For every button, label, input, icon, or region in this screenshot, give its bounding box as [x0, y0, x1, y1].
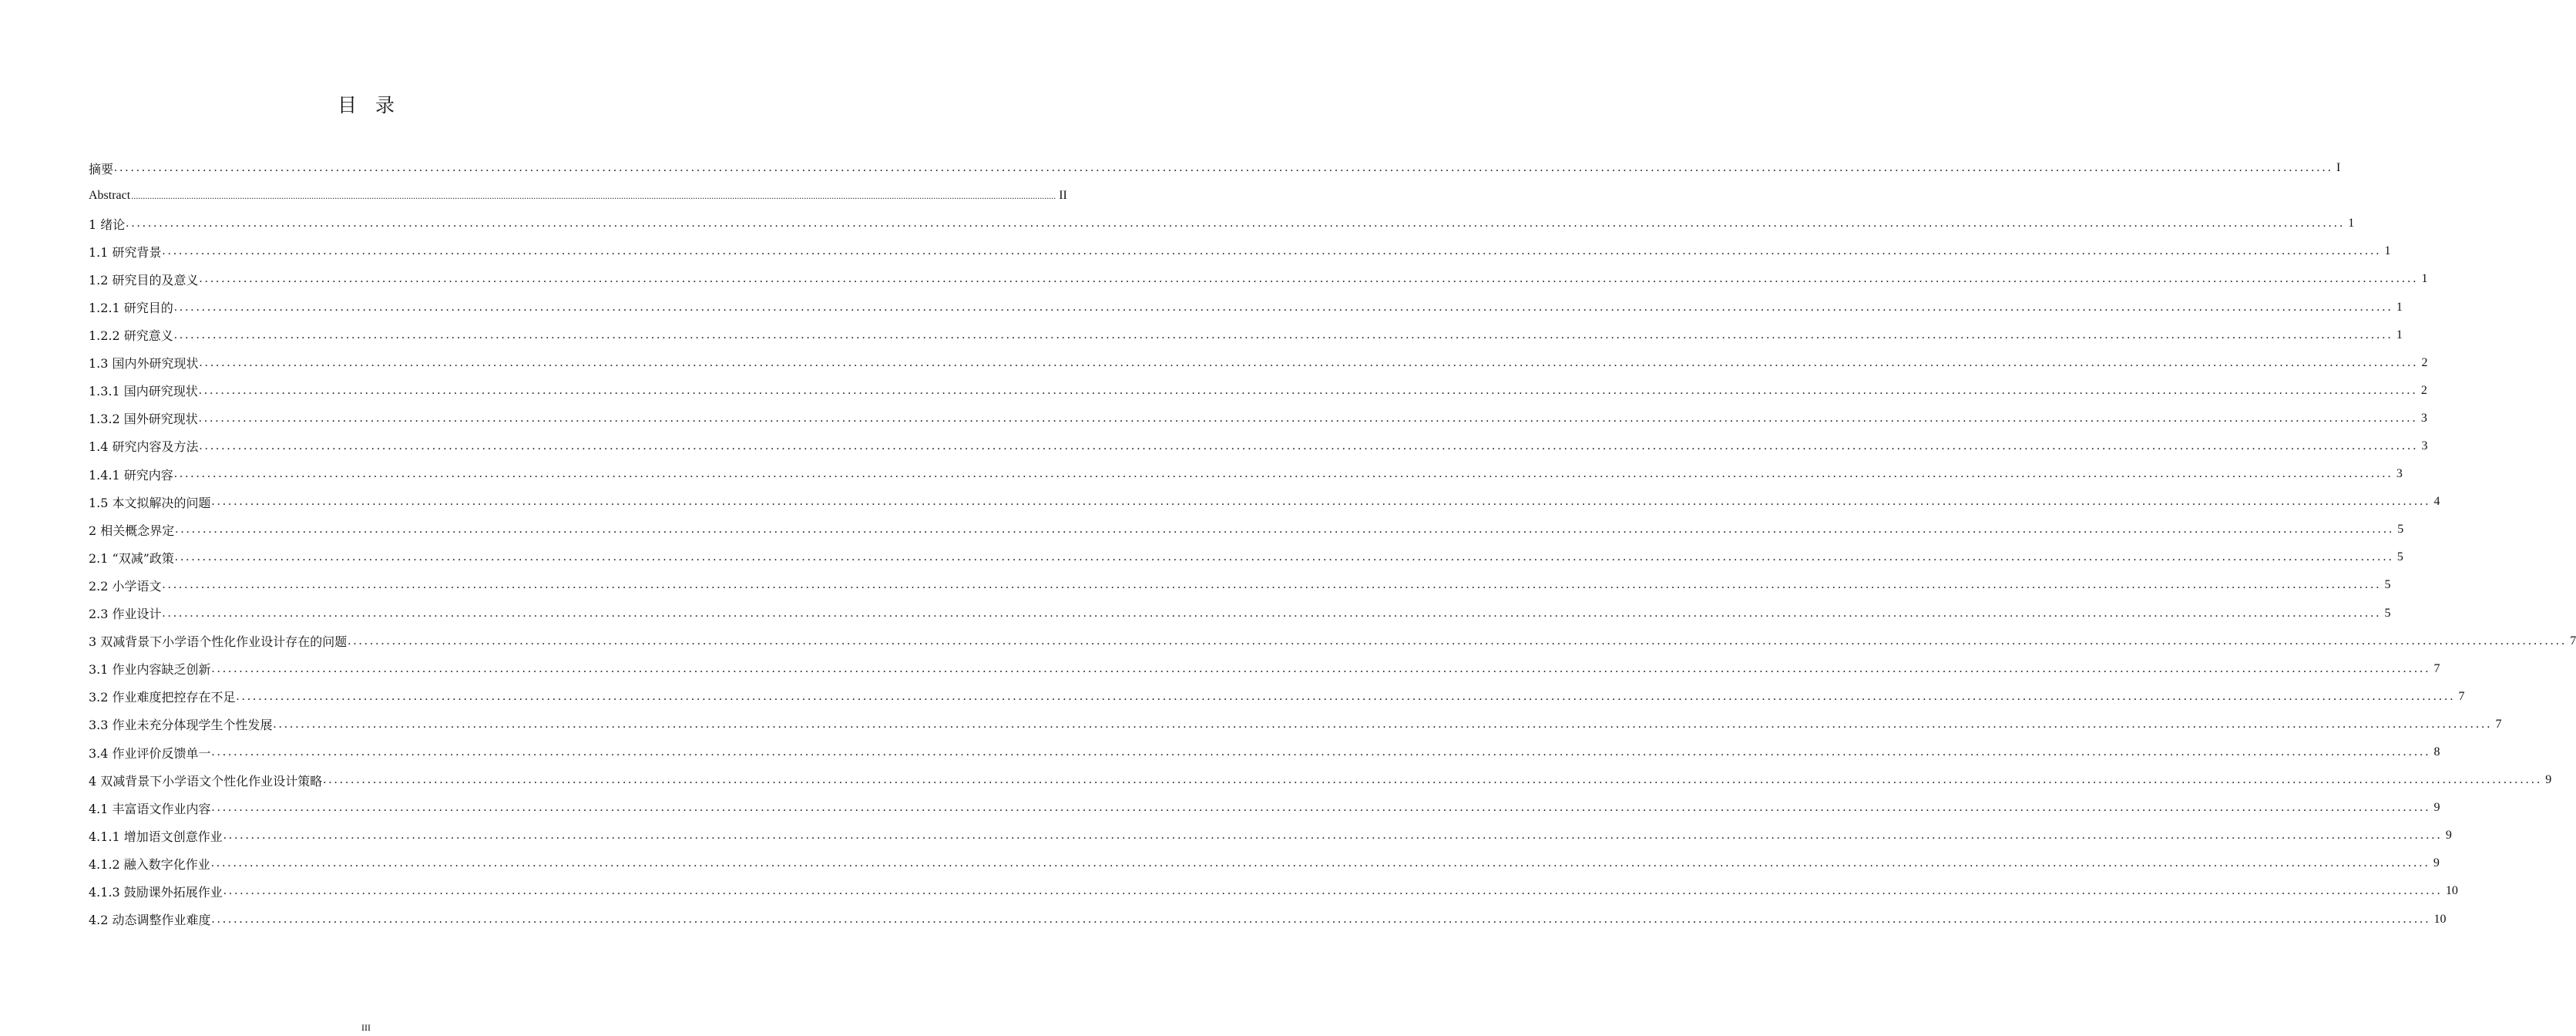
- toc-entry-page: 1: [2384, 244, 2391, 258]
- toc-entry[interactable]: [89, 906, 2447, 933]
- toc-leader-dots: ................................................................................................................................................................................................................................................................................................................................................................................................................: [210, 856, 2430, 870]
- toc-entry-label: 3.1 作业内容缺乏创新: [89, 662, 211, 678]
- toc-entry-label: 1.3.2 国外研究现状: [89, 412, 198, 427]
- toc-entry-page: 9: [2445, 829, 2452, 843]
- toc-entry-label: 1.3 国内外研究现状: [89, 356, 199, 372]
- toc-leader-dots: ................................................................................................................................................................................................................................................................................................................................................................................................................: [199, 439, 2419, 452]
- toc-entry[interactable]: [89, 377, 2427, 405]
- toc-leader-dots: ................................................................................................................................................................................................................................................................................................................................................................................................................: [236, 689, 2456, 703]
- toc-leader-dots: ................................................................................................................................................................................................................................................................................................................................................................................................................: [162, 606, 2382, 620]
- toc-entry-label: 1.4.1 研究内容: [89, 467, 173, 483]
- toc-entry-page: 1: [2396, 328, 2403, 341]
- toc-leader-dots: ................................................................................................................................................................................................................................................................................................................................................................................................................: [173, 300, 2393, 314]
- toc-entry[interactable]: [89, 460, 2403, 488]
- toc-leader-dots: ................................................................................................................................................................................................................................................................................................................................................................................................................: [211, 495, 2431, 509]
- toc-entry-label: 1.2 研究目的及意义: [89, 272, 199, 288]
- toc-entry-label: 3.3 作业未充分体现学生个性发展: [89, 718, 273, 733]
- toc-entry[interactable]: [89, 766, 2552, 794]
- toc-entry-label: 1.1 研究背景: [89, 244, 162, 260]
- toc-leader-dots: ................................................................................................................................................................................................................................................................................................................................................................................................................: [131, 190, 1056, 201]
- toc-entry-page: 5: [2396, 550, 2403, 564]
- toc-leader-dots: ................................................................................................................................................................................................................................................................................................................................................................................................................: [162, 244, 2382, 258]
- toc-entry[interactable]: [89, 655, 2440, 683]
- toc-entry[interactable]: [89, 627, 2576, 655]
- toc-entry-label: 3 双减背景下小学语个性化作业设计存在的问题: [89, 634, 348, 650]
- toc-entry-page: I: [2336, 161, 2341, 175]
- toc-leader-dots: ................................................................................................................................................................................................................................................................................................................................................................................................................: [211, 661, 2431, 675]
- toc-entry-page: 7: [2495, 717, 2502, 731]
- toc-entry-page: 3: [2421, 439, 2428, 452]
- toc-entry[interactable]: [89, 265, 2428, 293]
- toc-entry[interactable]: [89, 849, 2440, 877]
- toc-leader-dots: ................................................................................................................................................................................................................................................................................................................................................................................................................: [323, 773, 2543, 787]
- toc-entry-page: 3: [2396, 467, 2403, 481]
- toc-entry-page: 2: [2420, 383, 2427, 397]
- toc-leader-dots: ................................................................................................................................................................................................................................................................................................................................................................................................................: [211, 745, 2431, 759]
- toc-entry-label: 4.1.3 鼓励课外拓展作业: [89, 884, 223, 900]
- toc-leader-dots: ................................................................................................................................................................................................................................................................................................................................................................................................................: [199, 355, 2419, 369]
- toc-entry-page: 4: [2433, 495, 2440, 509]
- toc-entry-page: 9: [2433, 801, 2440, 815]
- toc-entry[interactable]: [89, 600, 2391, 627]
- toc-entry-label: 1.3.1 国内研究现状: [89, 384, 198, 399]
- toc-entry-page: 10: [2433, 912, 2447, 926]
- toc-entry[interactable]: [89, 293, 2403, 321]
- toc-entry-page: 1: [2421, 272, 2428, 286]
- toc-leader-dots: ................................................................................................................................................................................................................................................................................................................................................................................................................: [173, 328, 2393, 341]
- toc-entry[interactable]: [89, 877, 2458, 905]
- toc-leader-dots: ................................................................................................................................................................................................................................................................................................................................................................................................................: [211, 912, 2431, 926]
- toc-leader-dots: ................................................................................................................................................................................................................................................................................................................................................................................................................: [211, 801, 2431, 815]
- toc-entry-label: 4.1 丰富语文作业内容: [89, 801, 211, 816]
- toc-entry-page: 10: [2445, 884, 2458, 898]
- toc-leader-dots: ................................................................................................................................................................................................................................................................................................................................................................................................................: [174, 550, 2394, 564]
- toc-entry-page: 9: [2545, 773, 2552, 787]
- toc-entry-page: 9: [2433, 856, 2440, 870]
- toc-leader-dots: ................................................................................................................................................................................................................................................................................................................................................................................................................: [348, 634, 2568, 648]
- toc-entry[interactable]: [89, 432, 2428, 460]
- toc-leader-dots: ................................................................................................................................................................................................................................................................................................................................................................................................................: [273, 717, 2493, 731]
- toc-entry-page: 1: [2396, 300, 2403, 314]
- toc-entry[interactable]: [89, 349, 2428, 377]
- toc-entry-label: 1.4 研究内容及方法: [89, 439, 199, 455]
- toc-leader-dots: ................................................................................................................................................................................................................................................................................................................................................................................................................: [198, 383, 2418, 397]
- toc-entry[interactable]: [89, 321, 2403, 349]
- toc-leader-dots: ................................................................................................................................................................................................................................................................................................................................................................................................................: [198, 411, 2418, 425]
- toc-entry-page: 1: [2348, 217, 2355, 230]
- toc-entry-page: 2: [2421, 355, 2428, 369]
- toc-entry-label: 4.1.1 增加语文创意作业: [89, 829, 223, 844]
- toc-entry-label: 2.2 小学语文: [89, 578, 162, 594]
- toc-leader-dots: ................................................................................................................................................................................................................................................................................................................................................................................................................: [223, 829, 2443, 843]
- toc-entry-page: 5: [2384, 606, 2391, 620]
- toc-entry[interactable]: [89, 683, 2465, 711]
- toc-entry-label: 1.2.1 研究目的: [89, 301, 173, 316]
- toc-entry-label: 2.1 “双减”政策: [89, 550, 174, 566]
- toc-entry-abstract-cn[interactable]: [89, 154, 2341, 182]
- toc-entry[interactable]: [89, 405, 2427, 432]
- toc-leader-dots: ................................................................................................................................................................................................................................................................................................................................................................................................................: [126, 217, 2346, 230]
- toc-entry[interactable]: [89, 543, 2403, 571]
- toc-entry-label: 3.2 作业难度把控存在不足: [89, 690, 236, 705]
- toc-entry-page: 5: [2397, 523, 2404, 536]
- table-of-contents: [89, 154, 2576, 933]
- toc-entry-label: 2.3 作业设计: [89, 607, 162, 622]
- toc-entry-label: 1.5 本文拟解决的问题: [89, 495, 211, 510]
- toc-leader-dots: ................................................................................................................................................................................................................................................................................................................................................................................................................: [114, 161, 2334, 175]
- toc-entry[interactable]: [89, 738, 2440, 766]
- page-title: 目录: [337, 94, 413, 116]
- toc-leader-dots: ................................................................................................................................................................................................................................................................................................................................................................................................................: [162, 578, 2382, 592]
- toc-entry-abstract-en[interactable]: [89, 182, 1067, 210]
- toc-entry-page: 8: [2433, 745, 2440, 759]
- toc-entry-page: 3: [2420, 411, 2427, 425]
- toc-entry-page: II: [1059, 189, 1067, 203]
- toc-entry-label: 4.2 动态调整作业难度: [89, 913, 211, 928]
- toc-leader-dots: ................................................................................................................................................................................................................................................................................................................................................................................................................: [223, 884, 2443, 898]
- toc-leader-dots: ................................................................................................................................................................................................................................................................................................................................................................................................................: [173, 467, 2393, 481]
- toc-entry[interactable]: [89, 210, 2355, 237]
- toc-entry-label: 1.2.2 研究意义: [89, 328, 173, 344]
- toc-entry-label: 2 相关概念界定: [89, 523, 175, 538]
- toc-entry[interactable]: [89, 711, 2502, 738]
- toc-entry-page: 5: [2384, 578, 2391, 592]
- toc-entry[interactable]: [89, 488, 2440, 516]
- toc-entry-label: 摘要: [89, 161, 114, 177]
- toc-leader-dots: ................................................................................................................................................................................................................................................................................................................................................................................................................: [199, 272, 2419, 286]
- toc-entry-page: 7: [2570, 634, 2576, 648]
- toc-leader-dots: ................................................................................................................................................................................................................................................................................................................................................................................................................: [175, 523, 2395, 536]
- toc-entry[interactable]: [89, 571, 2391, 599]
- toc-entry-page: 7: [2433, 661, 2440, 675]
- toc-entry-label: 1 绪论: [89, 217, 126, 232]
- toc-entry-label: 4.1.2 融入数字化作业: [89, 856, 210, 872]
- toc-entry[interactable]: [89, 237, 2391, 265]
- toc-entry[interactable]: [89, 822, 2452, 849]
- toc-entry[interactable]: [89, 516, 2404, 543]
- toc-entry-label: 3.4 作业评价反馈单一: [89, 745, 211, 761]
- toc-entry-label: Abstract: [89, 189, 131, 203]
- toc-entry[interactable]: [89, 794, 2440, 822]
- toc-entry-page: 7: [2458, 689, 2465, 703]
- page-number-footer: III: [361, 1022, 371, 1033]
- toc-entry-label: 4 双减背景下小学语文个性化作业设计策略: [89, 773, 323, 789]
